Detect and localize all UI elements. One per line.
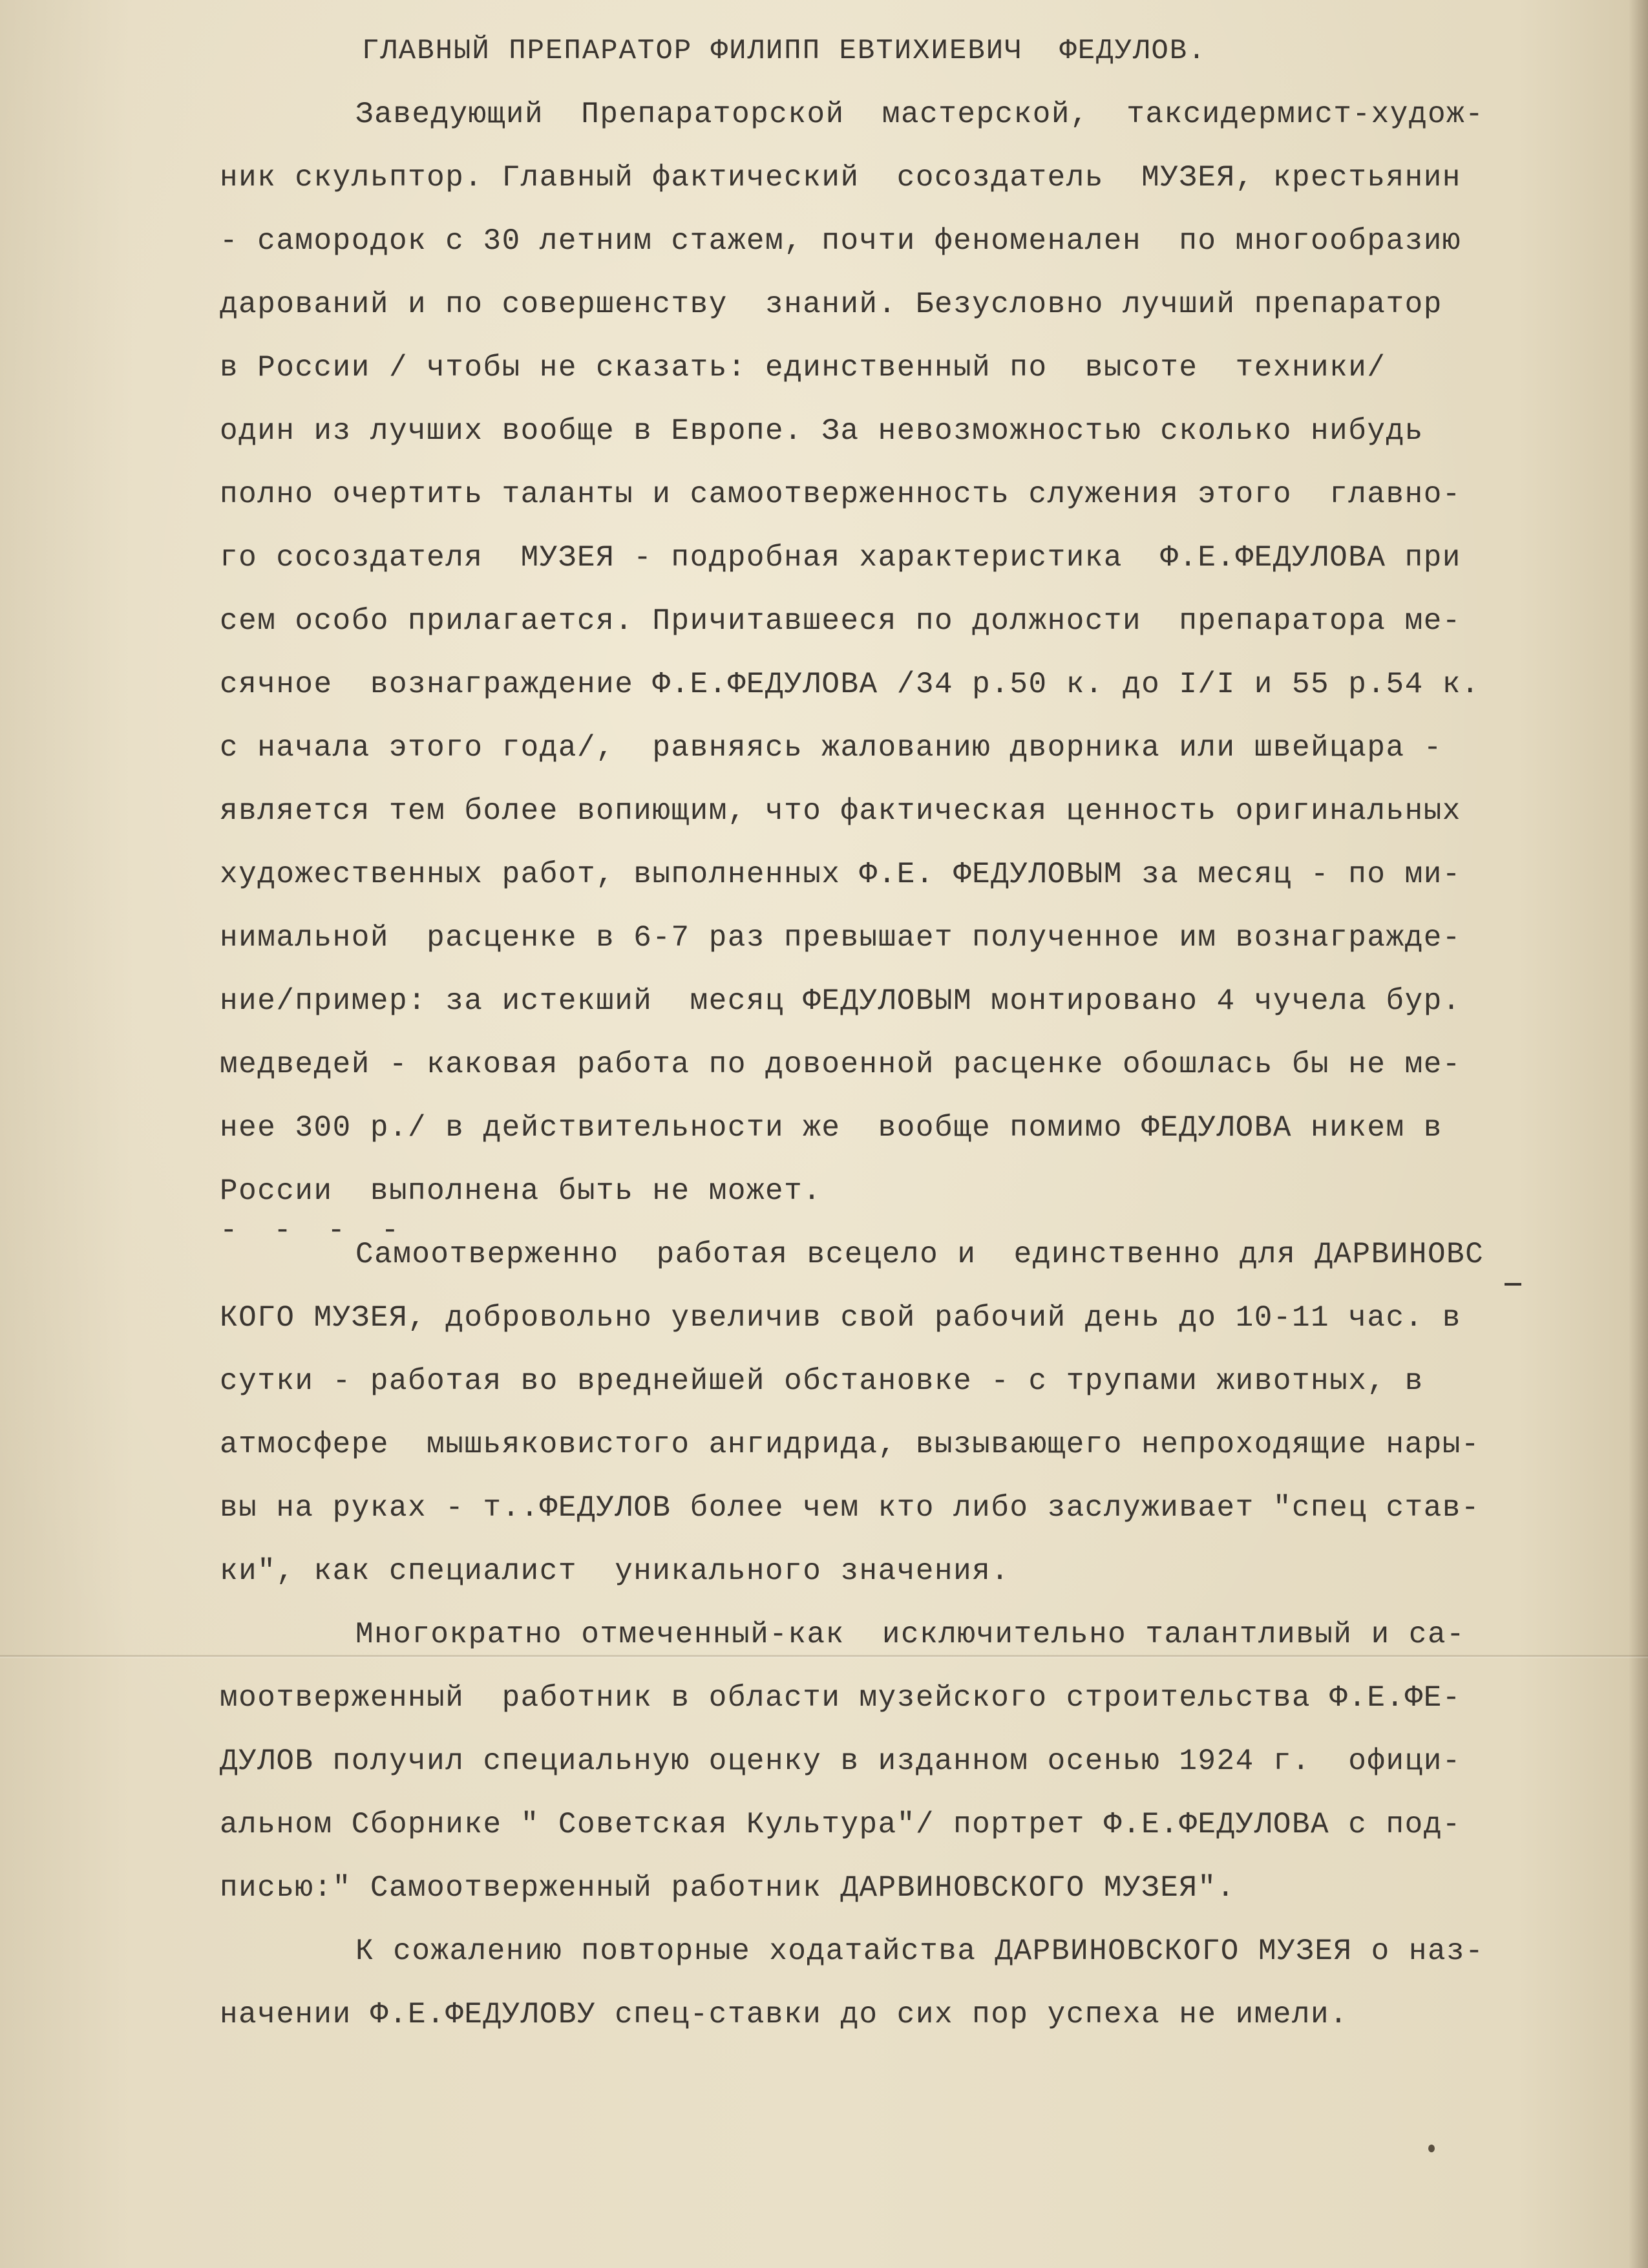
text-line: Заведующий Препараторской мастерской, таксидермист-худож- [355,98,1484,131]
text-line: полно очертить таланты и самоотверженность служения этого главно- [220,478,1461,511]
text-line: ки", как специалист уникального значения. [220,1554,1010,1588]
margin-mark [1505,1283,1521,1286]
text-line: является тем более вопиющим, что фактическая ценность оригинальных [220,794,1461,828]
text-line: нее 300 р./ в действительности же вообще помимо ФЕДУЛОВА никем в [220,1111,1442,1145]
text-line: КОГО МУЗЕЯ, добровольно увеличив свой рабочий день до 10-11 час. в [220,1301,1461,1335]
text-line: начении Ф.Е.ФЕДУЛОВУ спец-ставки до сих пор успеха не имели. [220,1998,1349,2031]
text-line: К сожалению повторные ходатайства ДАРВИНОВСКОГО МУЗЕЯ о наз- [355,1934,1484,1968]
text-line: вы на руках - т..ФЕДУЛОВ более чем кто либо заслуживает "спец став- [220,1491,1481,1525]
text-line: атмосфере мышьяковистого ангидрида, вызывающего непроходящие нары- [220,1428,1481,1461]
text-line: нимальной расценке в 6-7 раз превышает полученное им вознагражде- [220,921,1461,955]
text-line: моотверженный работник в области музейского строительства Ф.Е.ФЕ- [220,1681,1461,1715]
document-title: ГЛАВНЫЙ ПРЕПАРАТОР ФИЛИПП ЕВТИХИЕВИЧ ФЕДУЛОВ. [362,35,1207,67]
typed-text-block [220,19,1551,2046]
text-line: России выполнена быть не может. [220,1174,822,1208]
text-line: художественных работ, выполненных Ф.Е. ФЕДУЛОВЫМ за месяц - по ми- [220,858,1461,891]
text-line: го сосоздателя МУЗЕЯ - подробная характеристика Ф.Е.ФЕДУЛОВА при [220,541,1461,575]
text-line: сем особо прилагается. Причитавшееся по должности препаратора ме- [220,604,1461,638]
ink-speck [1428,2145,1435,2152]
text-line: ник скульптор. Главный фактический сосоздатель МУЗЕЯ, крестьянин [220,161,1461,195]
text-line: в России / чтобы не сказать: единственный по высоте техники/ [220,351,1386,385]
text-line: ние/пример: за истекший месяц ФЕДУЛОВЫМ монтировано 4 чучела бур. [220,984,1461,1018]
text-line: медведей - каковая работа по довоенной расценке обошлась бы не ме- [220,1048,1461,1081]
text-line: сутки - работая во вреднейшей обстановке - с трупами животных, в [220,1364,1424,1398]
text-line: сячное вознаграждение Ф.Е.ФЕДУЛОВА /34 р.50 к. до I/I и 55 р.54 к. [220,668,1481,701]
paper-edge-shadow [1629,0,1648,2268]
text-line: ДУЛОВ получил специальную оценку в изданном осенью 1924 г. офици- [220,1744,1461,1778]
separator-dashes: - - - - [220,1214,408,1247]
text-line: писью:" Самоотверженный работник ДАРВИНОВСКОГО МУЗЕЯ". [220,1871,1236,1905]
text-line: дарований и по совершенству знаний. Безусловно лучший препаратор [220,288,1442,321]
text-line: альном Сборнике " Советская Культура"/ портрет Ф.Е.ФЕДУЛОВА с под- [220,1808,1461,1841]
text-line: - самородок с 30 летним стажем, почти феноменален по многообразию [220,224,1461,258]
text-line: Многократно отмеченный-как исключительно талантливый и са- [355,1618,1466,1651]
text-line: один из лучших вообще в Европе. За невозможностью сколько нибудь [220,414,1424,448]
text-line: с начала этого года/, равняясь жалованию дворника или швейцара - [220,731,1442,765]
text-line: Самоотверженно работая всецело и единственно для ДАРВИНОВС [355,1238,1484,1271]
body-lines [220,83,1551,2046]
